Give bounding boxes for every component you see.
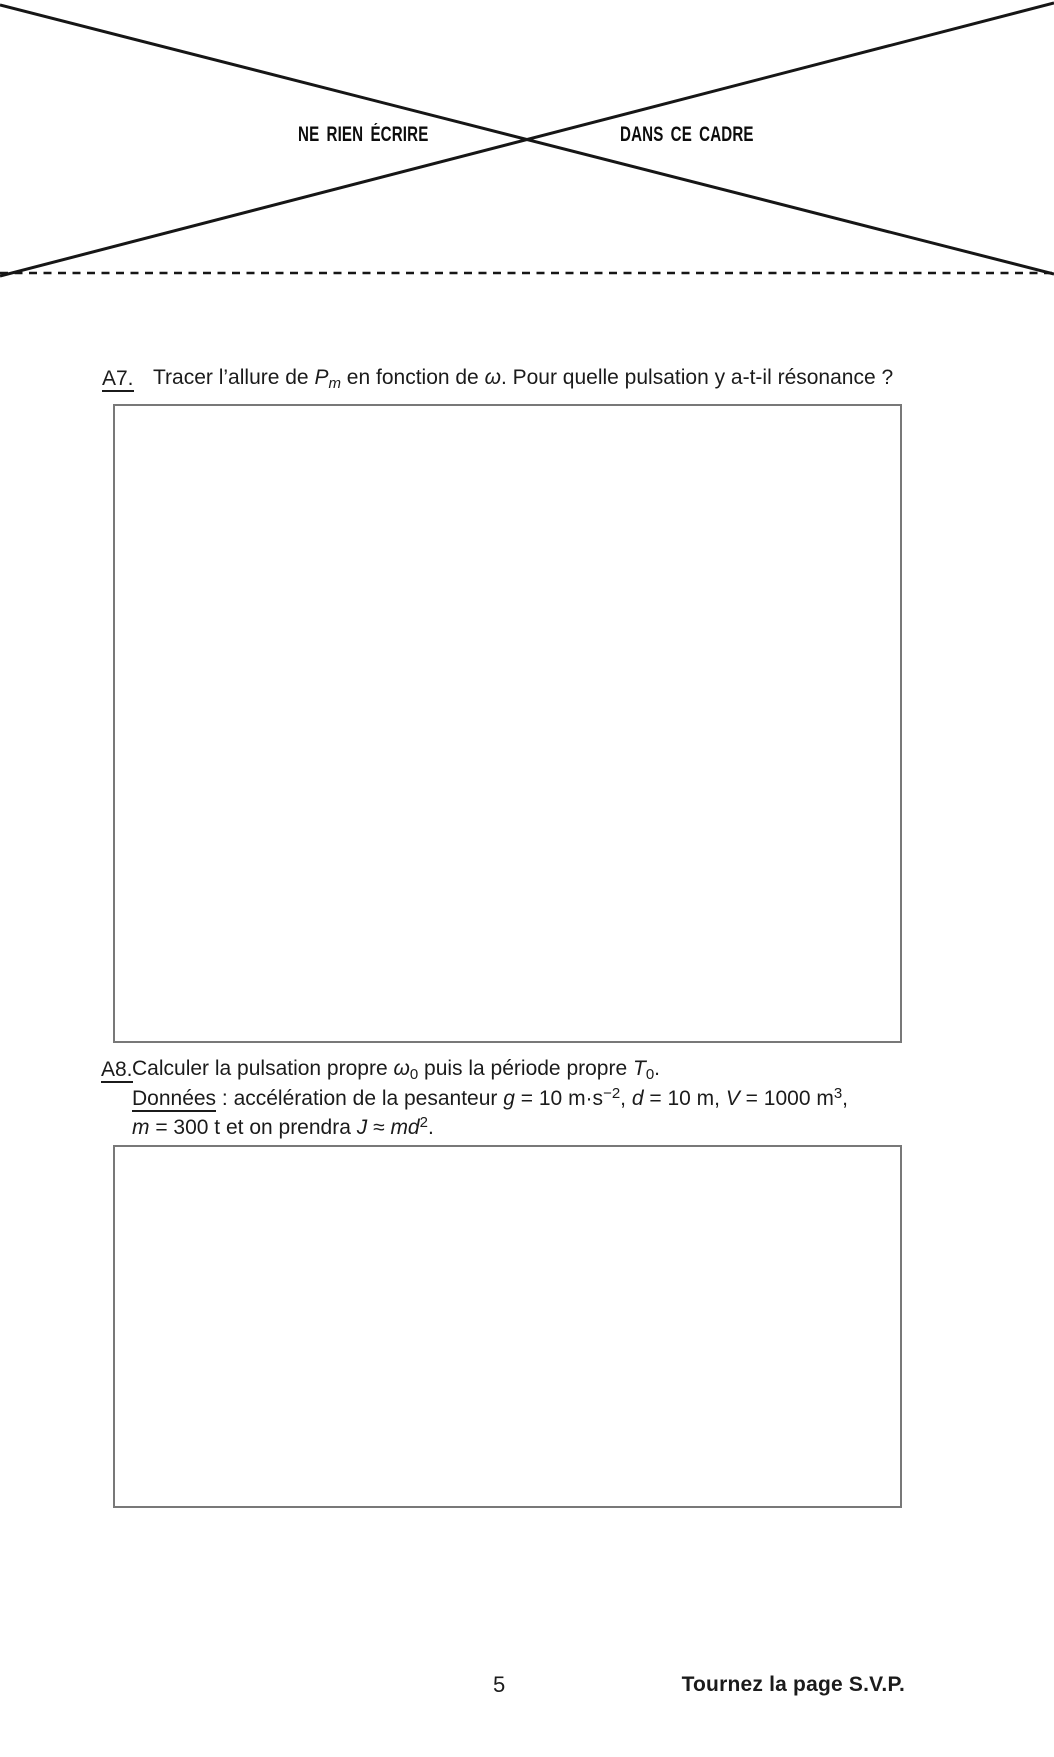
math-var-g: g	[503, 1086, 515, 1110]
frame-left-label: NE RIEN ÉCRIRE	[298, 123, 429, 146]
donnees-underlined: Données	[132, 1086, 217, 1110]
q8-line-1	[132, 1055, 848, 1085]
q8-text-part: Calculer la pulsation propre	[132, 1057, 394, 1080]
q8-text-part: .	[654, 1057, 661, 1080]
q8-text-part: ≈	[367, 1116, 391, 1140]
q8-line-2	[132, 1085, 848, 1115]
q8-line-3	[132, 1114, 848, 1144]
footer-turn-note: Tournez la page S.V.P.	[681, 1673, 905, 1696]
q7-text-part: en fonction de	[340, 366, 485, 389]
math-superscript-minus2: −2	[603, 1084, 621, 1102]
math-var-omega: ω	[484, 366, 501, 389]
math-var-d: d	[631, 1086, 644, 1110]
question-label-a7: A7.	[102, 367, 134, 390]
math-var-V: V	[725, 1086, 740, 1110]
answer-box-a8[interactable]	[113, 1145, 902, 1508]
q8-text-part: = 10 m,	[643, 1086, 726, 1110]
math-subscript-0: 0	[645, 1066, 655, 1083]
question-label-a8: A8.	[101, 1058, 133, 1081]
math-var-P: P	[314, 366, 329, 389]
q8-text-part: ,	[842, 1086, 849, 1110]
math-var-md: md	[390, 1116, 420, 1140]
q7-text-part: Tracer l’allure de	[153, 366, 315, 389]
math-superscript-2: 2	[419, 1114, 428, 1132]
do-not-write-frame	[0, 0, 1054, 285]
q8-text-part: .	[427, 1116, 434, 1140]
math-subscript-m: m	[328, 375, 341, 392]
question-text-a7	[153, 364, 893, 394]
math-var-J: J	[356, 1116, 368, 1140]
q7-text-part: . Pour quelle pulsation y a-t-il résonance ?	[500, 366, 894, 389]
answer-box-a7[interactable]	[113, 404, 902, 1043]
q8-text-part: = 300 t et on prendra	[149, 1116, 357, 1140]
frame-right-label: DANS CE CADRE	[620, 123, 754, 146]
q8-text-part: : accélération de la pesanteur	[216, 1086, 504, 1110]
q8-text-part: = 1000 m	[739, 1086, 834, 1110]
math-var-omega: ω	[393, 1057, 410, 1080]
q8-text-part: ,	[620, 1086, 632, 1110]
math-var-T: T	[633, 1057, 646, 1080]
question-text-a8	[132, 1055, 848, 1144]
math-superscript-3: 3	[833, 1084, 843, 1102]
math-var-m: m	[132, 1116, 150, 1140]
footer-page-number: 5	[493, 1672, 506, 1697]
math-subscript-0: 0	[409, 1066, 419, 1083]
q8-text-part: = 10 m·s	[514, 1086, 604, 1110]
q8-text-part: puis la période propre	[418, 1057, 633, 1080]
